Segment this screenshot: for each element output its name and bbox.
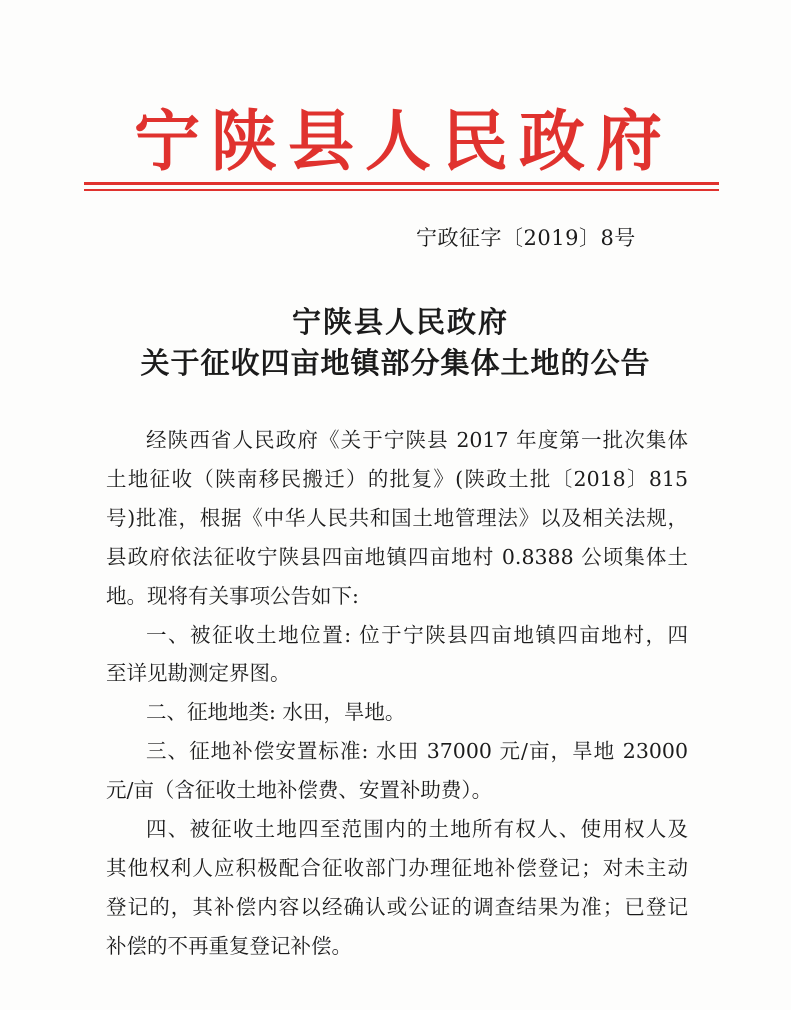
body-line: 一、被征收土地位置: 位于宁陕县四亩地镇四亩地村，四 [146, 623, 688, 647]
body-line: 二、征地地类: 水田，旱地。 [146, 700, 406, 724]
notice-title-issuer: 宁陕县人民政府 [291, 305, 509, 339]
body-line: 补偿的不再重复登记补偿。 [106, 934, 352, 958]
body-line: 土地征收（陕南移民搬迁）的批复》(陕政土批〔2018〕815 [106, 467, 688, 491]
letterhead-org-name: 宁陕县人民政府 [134, 102, 673, 180]
notice-title-subject: 关于征收四亩地镇部分集体土地的公告 [140, 346, 651, 380]
document-number: 宁政征字〔2019〕8号 [416, 226, 636, 250]
body-line: 元/亩（含征收土地补偿费、安置补助费）。 [106, 778, 493, 802]
body-line: 四、被征收土地四至范围内的土地所有权人、使用权人及 [146, 817, 688, 841]
body-line: 经陕西省人民政府《关于宁陕县 2017 年度第一批次集体 [146, 428, 688, 452]
body-line: 登记的，其补偿内容以经确认或公证的调查结果为准；已登记 [106, 895, 688, 919]
letterhead-red-rule [84, 182, 719, 185]
body-line: 地。现将有关事项公告如下: [106, 584, 359, 608]
body-line: 号)批准，根据《中华人民共和国土地管理法》以及相关法规， [106, 506, 688, 530]
body-line: 三、征地补偿安置标准: 水田 37000 元/亩，旱地 23000 [146, 739, 688, 763]
body-line: 其他权利人应积极配合征收部门办理征地补偿登记；对未主动 [106, 856, 688, 880]
body-line: 县政府依法征收宁陕县四亩地镇四亩地村 0.8388 公顷集体土 [106, 545, 688, 569]
letterhead-red-rule-thin [84, 189, 719, 191]
body-line: 至详见勘测定界图。 [106, 661, 291, 685]
